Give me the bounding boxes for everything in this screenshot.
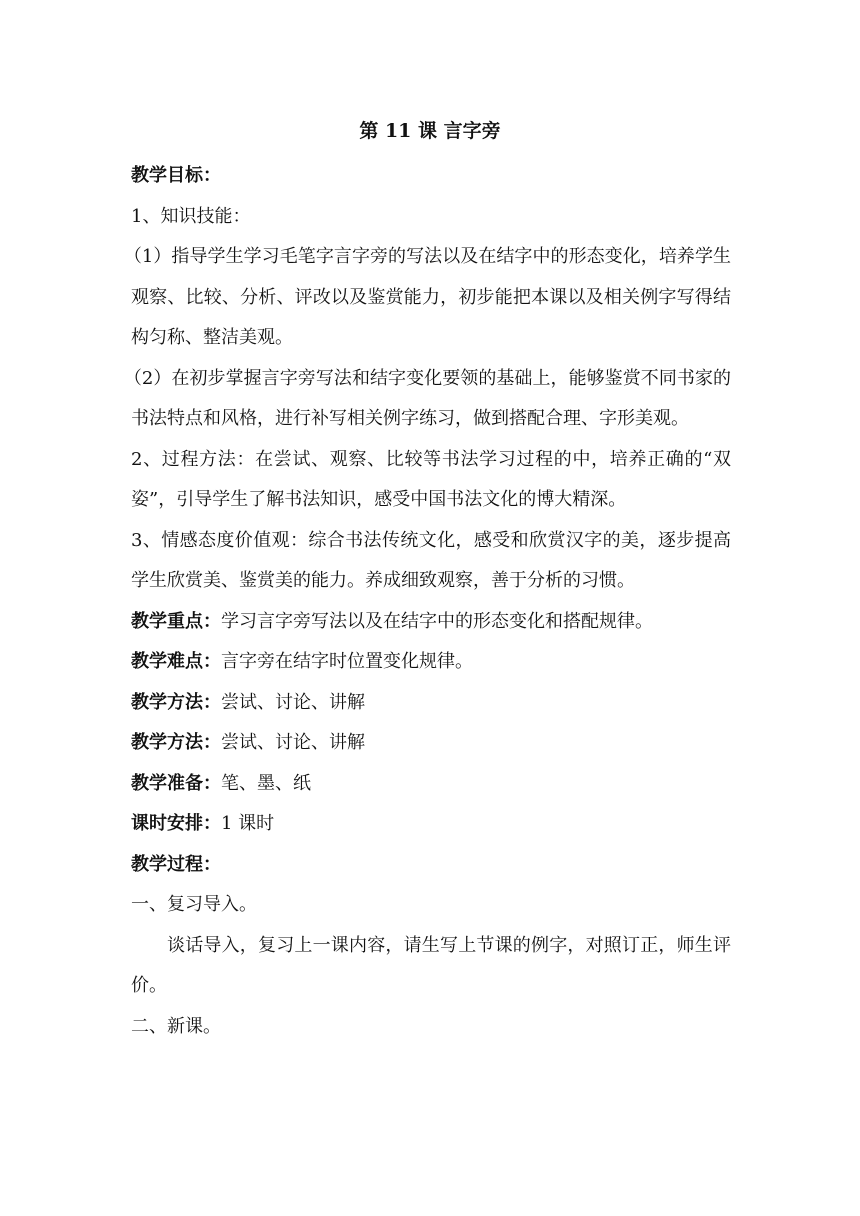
step-1-text: 谈话导入，复习上一课内容，请生写上节课的例字，对照订正，师生评价。 (131, 934, 731, 996)
lesson-title: 第 11 课 言字旁 (359, 120, 501, 142)
process-method: 2、过程方法：在尝试、观察、比较等书法学习过程的中，培养正确的“双姿”，引导学生了解书法知识，感受中国书法文化的博大精深。 (131, 448, 731, 510)
method-2-label: 教学方法： (131, 732, 221, 753)
objectives-heading: 教学目标： (131, 165, 221, 186)
method-1 (131, 683, 731, 724)
method-2 (131, 723, 731, 764)
step-1-heading: 一、复习导入。 (131, 894, 257, 915)
method-1-text: 尝试、讨论、讲解 (221, 691, 365, 713)
skill-heading: 1、知识技能： (131, 205, 251, 227)
preparation-label: 教学准备： (131, 772, 221, 794)
step-2-heading: 二、新课。 (131, 1015, 221, 1037)
skill-item-2: （2）在初步掌握言字旁写法和结字变化要领的基础上，能够鉴赏不同书家的书法特点和风格，进行补写相关例字练习，做到搭配合理、字形美观。 (123, 367, 731, 429)
class-hours (131, 804, 731, 845)
process-heading: 教学过程： (131, 853, 221, 875)
difficulty (131, 642, 731, 683)
key-point (131, 602, 731, 643)
key-point-text: 学习言字旁写法以及在结字中的形态变化和搭配规律。 (221, 610, 653, 632)
class-hours-label: 课时安排： (131, 813, 221, 834)
emotion-values: 3、情感态度价值观：综合书法传统文化，感受和欣赏汉字的美，逐步提高学生欣赏美、鉴赏美的能力。养成细致观察，善于分析的习惯。 (131, 529, 731, 591)
key-point-label: 教学重点： (131, 610, 221, 632)
method-1-label: 教学方法： (131, 691, 221, 713)
preparation (131, 764, 731, 805)
difficulty-text: 言字旁在结字时位置变化规律。 (221, 651, 473, 672)
difficulty-label: 教学难点： (131, 651, 221, 672)
preparation-text: 笔、墨、纸 (221, 772, 311, 794)
class-hours-text: 1 课时 (221, 813, 275, 834)
document-body (123, 156, 731, 1047)
method-2-text: 尝试、讨论、讲解 (221, 732, 365, 753)
skill-item-1: （1）指导学生学习毛笔字言字旁的写法以及在结字中的形态变化，培养学生观察、比较、分析、评改以及鉴赏能力，初步能把本课以及相关例字写得结构匀称、整洁美观。 (123, 246, 731, 348)
